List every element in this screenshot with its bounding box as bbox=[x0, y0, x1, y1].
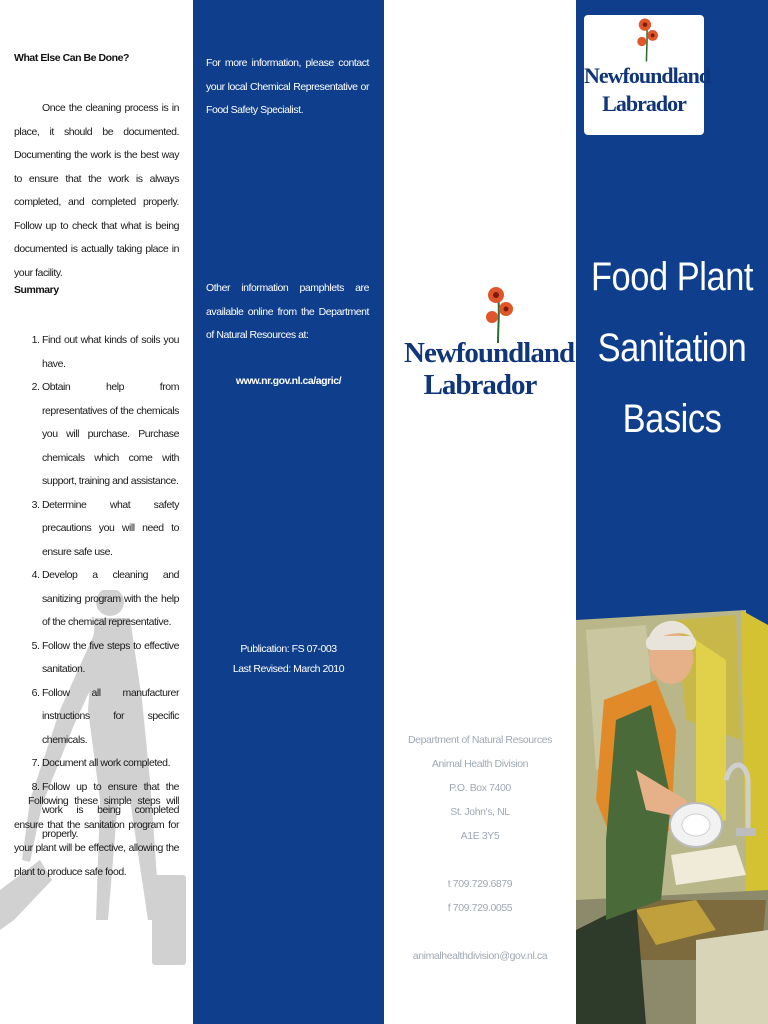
title-line: Basics bbox=[622, 397, 722, 441]
logo-wordmark-newfoundland: Newfoundland bbox=[584, 63, 711, 88]
fax-number: f 709.729.0055 bbox=[447, 902, 513, 914]
list-item: 2. Obtain help from representatives of the chemicals you will purchase. Purchase chemicals which come with support, training and assistance. bbox=[42, 376, 179, 494]
list-item: 5. Follow the five steps to effective sanitation. bbox=[42, 635, 179, 682]
inside-panel-summary bbox=[0, 0, 193, 1024]
list-item: 4. Develop a cleaning and sanitizing program with the help of the chemical representative. bbox=[42, 564, 179, 635]
publication-number: Publication: FS 07-003 bbox=[240, 643, 337, 655]
title-line: Sanitation bbox=[597, 326, 747, 370]
website-link[interactable]: www.nr.gov.nl.ca/agric/ bbox=[235, 375, 342, 387]
newfoundland-labrador-logo bbox=[584, 15, 711, 135]
list-item: 1. Find out what kinds of soils you have. bbox=[42, 329, 179, 376]
list-item: 3. Determine what safety precautions you will need to ensure safe use. bbox=[42, 494, 179, 565]
heading-what-else: What Else Can Be Done? bbox=[14, 52, 129, 64]
summary-steps-list bbox=[14, 329, 179, 846]
paragraph-conclusion: Following these simple steps will ensure that the sanitation program for your plant will be effective, allowing the plant to produce safe food. bbox=[14, 795, 179, 878]
address-line: P.O. Box 7400 bbox=[449, 782, 511, 794]
dishwasher-worker-illustration bbox=[576, 600, 768, 1024]
address-line: St. John's, NL bbox=[450, 806, 510, 818]
page-title bbox=[589, 242, 754, 455]
list-item: 6. Follow all manufacturer instructions for specific chemicals. bbox=[42, 682, 179, 753]
logo-wordmark-labrador: Labrador bbox=[423, 369, 537, 401]
pamphlets-text: Other information pamphlets are available online from the Department of Natural Resources at: bbox=[206, 282, 369, 341]
inside-panel-contact bbox=[193, 0, 384, 1024]
pitcher-plant-flower-icon bbox=[634, 17, 662, 63]
logo-wordmark-newfoundland: Newfoundland bbox=[404, 337, 575, 369]
pitcher-plant-flower-icon bbox=[482, 285, 518, 345]
heading-summary: Summary bbox=[14, 284, 59, 296]
email-link[interactable]: animalhealthdivision@gov.nl.ca bbox=[412, 950, 548, 962]
logo-wordmark-labrador: Labrador bbox=[602, 91, 686, 116]
phone-number: t 709.729.6879 bbox=[447, 878, 513, 890]
list-item: 7. Document all work completed. bbox=[42, 752, 179, 776]
title-line: Food Plant bbox=[590, 255, 754, 299]
paragraph-documentation: Once the cleaning process is in place, it should be documented. Documenting the work is the best way to ensure that the work is always completed, and completed properly. Follow up to check that what is being documented is actually taking place in your facility. bbox=[14, 102, 179, 279]
contact-text: For more information, please contact your local Chemical Representative or Food Safety Specialist. bbox=[206, 57, 369, 116]
last-revised-date: Last Revised: March 2010 bbox=[232, 663, 345, 675]
back-cover-panel bbox=[384, 0, 576, 1024]
address-line: Animal Health Division bbox=[431, 758, 529, 770]
address-line: Department of Natural Resources bbox=[407, 734, 552, 746]
address-line: A1E 3Y5 bbox=[460, 830, 500, 842]
list-item: 8. Follow up to ensure that the work is being completed properly. bbox=[42, 776, 179, 847]
